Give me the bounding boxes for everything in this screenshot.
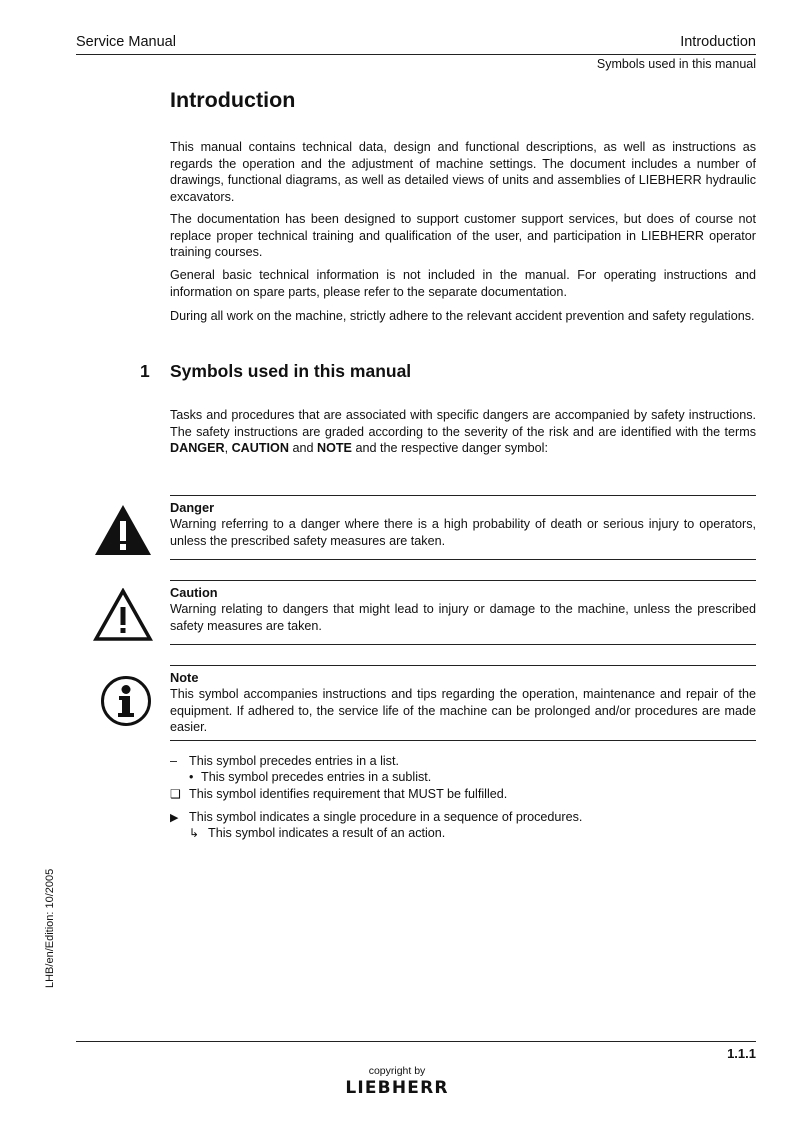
footer-divider	[76, 1041, 756, 1042]
result-arrow-icon: ↳	[189, 826, 200, 840]
note-heading: Note	[170, 670, 199, 685]
note-text: This symbol accompanies instructions and tips regarding the operation, maintenance and repair of the equipment. If adhered to, the service life of the machine can be prolonged and/or procedures are made easier.	[170, 687, 756, 734]
danger-text: Warning referring to a danger where there is a high probability of death or serious injury to operators, unless the prescribed safety measures are taken.	[170, 517, 756, 548]
caution-bottom-rule	[170, 644, 756, 645]
note-bottom-rule	[170, 740, 756, 741]
header-manual-title: Service Manual	[76, 34, 176, 50]
header-chapter-title: Introduction	[680, 34, 756, 50]
danger-heading: Danger	[170, 500, 215, 515]
page-title: Introduction	[170, 88, 296, 112]
intro-paragraph: This manual contains technical data, design and functional descriptions, as well as instructions as regards the operation and the adjustment of machine settings. The document includes a number of drawings, functional diagrams, as well as detailed views of units and assemblies of LIEBHERR hydraulic excavators.	[170, 140, 756, 204]
danger-bottom-rule	[170, 559, 756, 560]
copyright-label: copyright by	[368, 1065, 426, 1077]
legend-list-entry: – This symbol precedes entries in a list.	[170, 754, 399, 768]
intro-paragraph: The documentation has been designed to support customer support services, but does of course not replace proper technical training and qualification of the user, and participation in LIEBHERR operator training courses.	[170, 212, 756, 259]
dash-marker: –	[170, 754, 178, 768]
note-top-rule	[170, 665, 756, 666]
bullet-marker: •	[189, 770, 194, 784]
caution-top-rule	[170, 580, 756, 581]
danger-warning-icon	[93, 503, 153, 562]
procedure-arrow-icon: ▶	[170, 812, 179, 824]
caution-warning-icon	[93, 588, 153, 647]
header-divider	[76, 54, 756, 55]
checkbox-icon: ❑	[170, 787, 181, 801]
legend-result-entry: ↳ This symbol indicates a result of an action.	[189, 826, 446, 840]
edition-side-label: LHB/en/Edition: 10/2005	[44, 868, 56, 988]
term-danger: DANGER	[170, 441, 225, 455]
caution-heading: Caution	[170, 585, 218, 600]
legend-procedure-entry: ▶ This symbol indicates a single procedure in a sequence of procedures.	[170, 810, 583, 824]
danger-top-rule	[170, 495, 756, 496]
term-note: NOTE	[316, 441, 352, 455]
legend-requirement-entry: ❑ This symbol identifies requirement that MUST be fulfilled.	[170, 787, 508, 801]
section-number: 1	[140, 361, 150, 381]
section-paragraph: Tasks and procedures that are associated with specific dangers are accompanied by safety instructions. The safety instructions are graded according to the severity of the risk and are identified with the terms DANGER, CAUTION and NOTE and the respective danger symbol:	[170, 408, 756, 455]
section-title: Symbols used in this manual	[170, 361, 412, 381]
term-caution: CAUTION	[231, 441, 289, 455]
header-section-title: Symbols used in this manual	[596, 57, 756, 71]
liebherr-logo: LIEBHERR	[345, 1078, 449, 1098]
caution-text: Warning relating to dangers that might lead to injury or damage to the machine, unless the prescribed safety measures are taken.	[170, 602, 756, 633]
intro-paragraph: During all work on the machine, strictly adhere to the relevant accident prevention and safety regulations.	[170, 309, 755, 323]
page-number: 1.1.1	[727, 1046, 756, 1061]
legend-sublist-entry: • This symbol precedes entries in a sublist.	[189, 770, 432, 784]
intro-paragraph: General basic technical information is not included in the manual. For operating instructions and information on spare parts, please refer to the separate documentation.	[170, 268, 756, 299]
information-icon	[100, 675, 152, 732]
